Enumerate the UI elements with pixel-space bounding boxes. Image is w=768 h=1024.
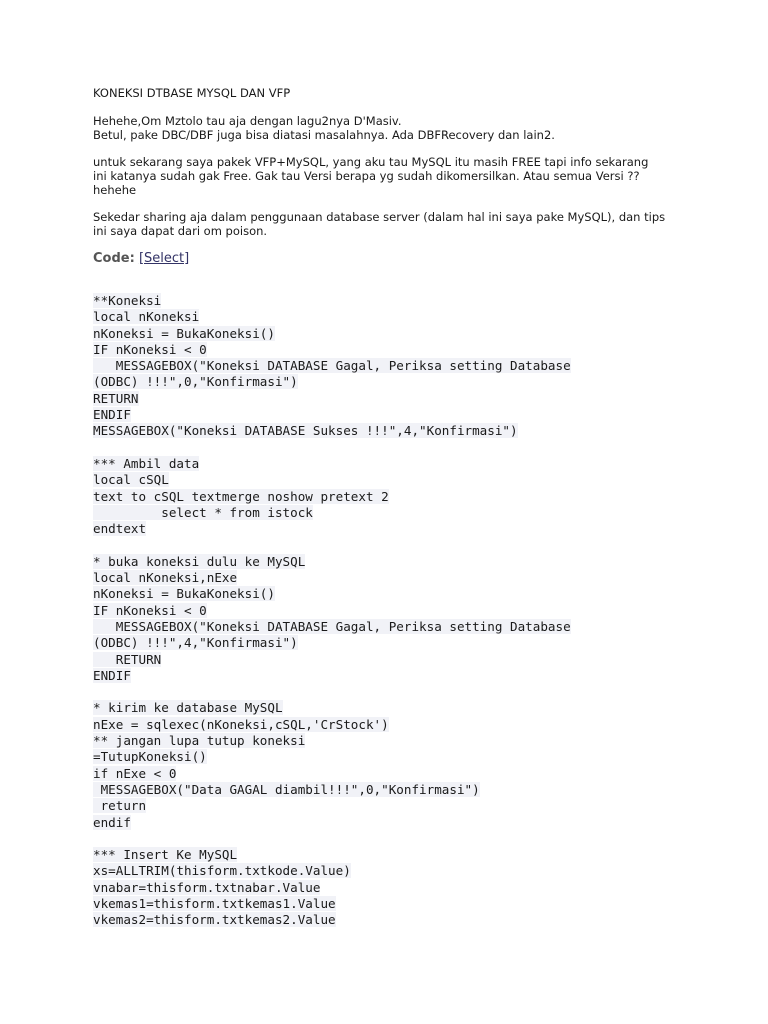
- code-line-text: endif: [93, 814, 131, 830]
- code-label: Code:: [93, 251, 135, 266]
- code-line-text: nKoneksi = BukaKoneksi(): [93, 586, 275, 602]
- code-line: [93, 668, 693, 684]
- code-line: [93, 880, 693, 896]
- paragraphs: [93, 114, 693, 238]
- code-line-text: nExe = sqlexec(nKoneksi,cSQL,'CrStock'): [93, 716, 389, 732]
- code-line-text: ENDIF: [93, 667, 131, 683]
- paragraph: [93, 155, 693, 197]
- code-line: [93, 423, 693, 439]
- code-line: [93, 293, 693, 309]
- code-line-text: vkemas1=thisform.txtkemas1.Value: [93, 895, 336, 911]
- code-line-text: local cSQL: [93, 472, 169, 488]
- code-line: [93, 831, 693, 847]
- paragraph-line: Betul, pake DBC/DBF juga bisa diatasi masalahnya. Ada DBFRecovery dan lain2.: [93, 128, 555, 142]
- code-line: [93, 407, 693, 423]
- code-line-text: nKoneksi = BukaKoneksi(): [93, 325, 275, 341]
- code-line: [93, 749, 693, 765]
- code-line-text: local nKoneksi,nExe: [93, 570, 238, 586]
- code-line-text: xs=ALLTRIM(thisform.txtkode.Value): [93, 863, 351, 879]
- code-line-text: if nExe < 0: [93, 765, 177, 781]
- code-line: [93, 570, 693, 586]
- code-line: [93, 586, 693, 602]
- code-line-text: IF nKoneksi < 0: [93, 602, 207, 618]
- code-line-text: vnabar=thisform.txtnabar.Value: [93, 879, 321, 895]
- paragraph: [93, 114, 693, 142]
- code-line-text: ** jangan lupa tutup koneksi: [93, 733, 306, 749]
- code-line: [93, 440, 693, 456]
- code-line: [93, 521, 693, 537]
- paragraph-line: ini katanya sudah gak Free. Gak tau Versi berapa yg sudah dikomersilkan. Atau semua Versi ??: [93, 169, 640, 183]
- code-line: [93, 684, 693, 700]
- code-line-text: (ODBC) !!!",0,"Konfirmasi"): [93, 374, 298, 390]
- code-line-text: select * from istock: [93, 504, 313, 520]
- code-line: [93, 603, 693, 619]
- document-page: [93, 86, 693, 929]
- code-line: [93, 489, 693, 505]
- code-line: [93, 374, 693, 390]
- code-line: [93, 912, 693, 928]
- paragraph-line: hehehe: [93, 183, 137, 197]
- code-line-text: RETURN: [93, 390, 139, 406]
- select-code-link[interactable]: [Select]: [138, 251, 190, 266]
- code-line: [93, 309, 693, 325]
- code-line: [93, 326, 693, 342]
- code-line-text: ENDIF: [93, 407, 131, 423]
- code-block: [93, 293, 693, 929]
- document-title: KONEKSI DTBASE MYSQL DAN VFP: [93, 86, 291, 100]
- code-line-text: local nKoneksi: [93, 309, 200, 325]
- code-line: [93, 619, 693, 635]
- code-line-text: endtext: [93, 521, 147, 537]
- code-line: [93, 537, 693, 553]
- code-line-text: vkemas2=thisform.txtkemas2.Value: [93, 912, 336, 928]
- code-line-text: =TutupKoneksi(): [93, 749, 207, 765]
- code-line-text: * buka koneksi dulu ke MySQL: [93, 553, 306, 569]
- code-line: [93, 342, 693, 358]
- code-line: [93, 652, 693, 668]
- code-line: [93, 554, 693, 570]
- paragraph-line: ini saya dapat dari om poison.: [93, 224, 268, 238]
- code-line-text: IF nKoneksi < 0: [93, 341, 207, 357]
- code-line: [93, 863, 693, 879]
- code-line-text: (ODBC) !!!",4,"Konfirmasi"): [93, 635, 298, 651]
- code-line: [93, 717, 693, 733]
- code-line-text: MESSAGEBOX("Data GAGAL diambil!!!",0,"Konfirmasi"): [93, 781, 480, 797]
- code-line: [93, 798, 693, 814]
- code-line-text: RETURN: [93, 651, 162, 667]
- code-line-text: **Koneksi: [93, 293, 162, 308]
- paragraph-line: untuk sekarang saya pakek VFP+MySQL, yang aku tau MySQL itu masih FREE tapi info sekarang: [93, 155, 649, 169]
- code-line: [93, 391, 693, 407]
- code-line: [93, 847, 693, 863]
- code-line: [93, 815, 693, 831]
- code-line: [93, 635, 693, 651]
- code-line: [93, 456, 693, 472]
- code-line-text: text to cSQL textmerge noshow pretext 2: [93, 488, 389, 504]
- code-header: [93, 251, 693, 267]
- code-line: [93, 358, 693, 374]
- code-line: [93, 505, 693, 521]
- code-line: [93, 782, 693, 798]
- code-line-text: MESSAGEBOX("Koneksi DATABASE Gagal, Periksa setting Database: [93, 618, 571, 634]
- code-line-text: *** Ambil data: [93, 455, 200, 471]
- code-line: [93, 896, 693, 912]
- code-line: [93, 766, 693, 782]
- code-line: [93, 472, 693, 488]
- paragraph-line: Sekedar sharing aja dalam penggunaan database server (dalam hal ini saya pake MySQL), dan tips: [93, 210, 666, 224]
- code-line-text: * kirim ke database MySQL: [93, 700, 283, 716]
- code-line-text: return: [93, 798, 147, 814]
- paragraph-line: Hehehe,Om Mztolo tau aja dengan lagu2nya D'Masiv.: [93, 114, 402, 128]
- code-line: [93, 700, 693, 716]
- code-line-text: *** Insert Ke MySQL: [93, 847, 238, 863]
- paragraph: [93, 210, 693, 238]
- code-line: [93, 733, 693, 749]
- code-line-text: MESSAGEBOX("Koneksi DATABASE Gagal, Periksa setting Database: [93, 358, 571, 374]
- code-line-text: MESSAGEBOX("Koneksi DATABASE Sukses !!!",4,"Konfirmasi"): [93, 423, 518, 439]
